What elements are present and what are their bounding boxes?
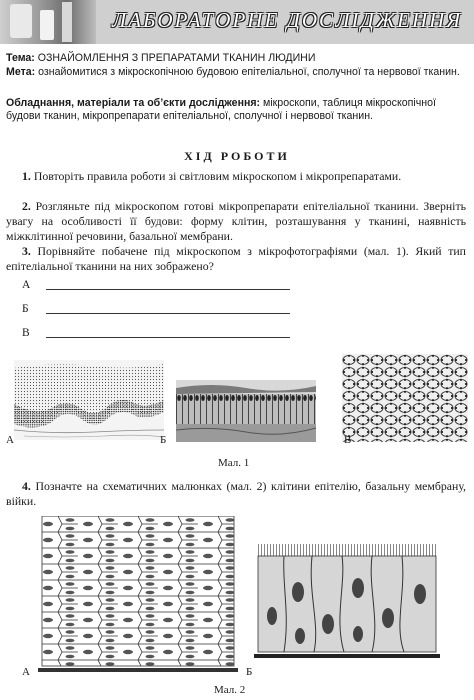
equipment-label: Обладнання, матеріали та об’єкти дослідження: [6, 97, 261, 109]
answer-label-b: Б [22, 303, 29, 315]
answer-row-c[interactable] [22, 327, 272, 341]
topic-label: Тема: [6, 52, 35, 64]
answer-line-a[interactable] [46, 289, 290, 290]
answer-row-b[interactable] [22, 303, 272, 317]
topic-line [6, 52, 468, 65]
topic-text: ОЗНАЙОМЛЕННЯ З ПРЕПАРАТАМИ ТКАНИН ЛЮДИНИ [37, 52, 316, 64]
step-1-text: Повторіть правила роботи зі світловим мікроскопом і мікропрепаратами. [33, 169, 402, 183]
micrograph-c [342, 354, 468, 442]
step-4-number: 4. [22, 479, 31, 493]
figure2-letter-b: Б [246, 666, 253, 678]
figure1-letter-a: А [6, 434, 14, 446]
schematic-ciliated-epithelium [254, 544, 440, 664]
goal-label: Мета: [6, 66, 36, 78]
goal-text: ознайомитися з мікроскопічною будовою епітеліальної, сполучної та нервової тканин. [38, 66, 460, 78]
goal-line [6, 66, 468, 79]
schematic-squamous-epithelium [38, 516, 238, 678]
header-lab-photo [0, 0, 96, 44]
header-title: ЛАБОРАТОРНЕ ДОСЛІДЖЕННЯ [112, 8, 463, 32]
answer-line-c[interactable] [46, 337, 290, 338]
answer-label-a: А [22, 279, 31, 291]
step-4 [6, 479, 466, 509]
microscope-image [62, 2, 72, 42]
answer-label-c: В [22, 327, 30, 339]
answer-row-a[interactable] [22, 279, 272, 293]
figure1-letter-b: Б [160, 434, 167, 446]
step-3-number: 3. [22, 244, 31, 258]
step-3-text: Порівняйте побачене під мікроскопом з мікрофотографіями (мал. 1). Який тип епітеліальної тканини на них зображено? [6, 244, 466, 273]
step-2 [6, 199, 466, 244]
step-3 [6, 244, 466, 274]
step-4-text: Позначте на схематичних малюнках (мал. 2) клітини епітелію, базальну мембрану, війки. [6, 479, 466, 508]
test-tube-image [40, 10, 54, 40]
page-header [0, 0, 474, 44]
step-2-text: Розгляньте під мікроскопом готові мікропрепарати епітеліальної тканини. Зверніть увагу на особливості її будови: форму клітин, розташування у тканині, наявність міжклітинної речовини, базальної мембрани. [6, 199, 466, 243]
equipment-line [6, 97, 468, 123]
step-2-number: 2. [22, 199, 31, 213]
answer-line-b[interactable] [46, 313, 290, 314]
micrograph-b [176, 380, 316, 442]
figure2-letter-a: А [22, 666, 30, 678]
micrograph-a [14, 360, 164, 440]
section-title: ХІД РОБОТИ [184, 149, 290, 163]
step-1 [6, 169, 466, 184]
step-1-number: 1. [22, 169, 31, 183]
figure1-letter-c: В [344, 434, 352, 446]
figure1-caption: Мал. 1 [218, 457, 250, 469]
flask-image [10, 4, 32, 38]
figure2-caption: Мал. 2 [214, 684, 246, 696]
equipment-text: мікроскопи, таблиця мікроскопічної будови тканин, мікропрепарати епітеліальної, сполучної і нервової тканин. [6, 97, 436, 122]
